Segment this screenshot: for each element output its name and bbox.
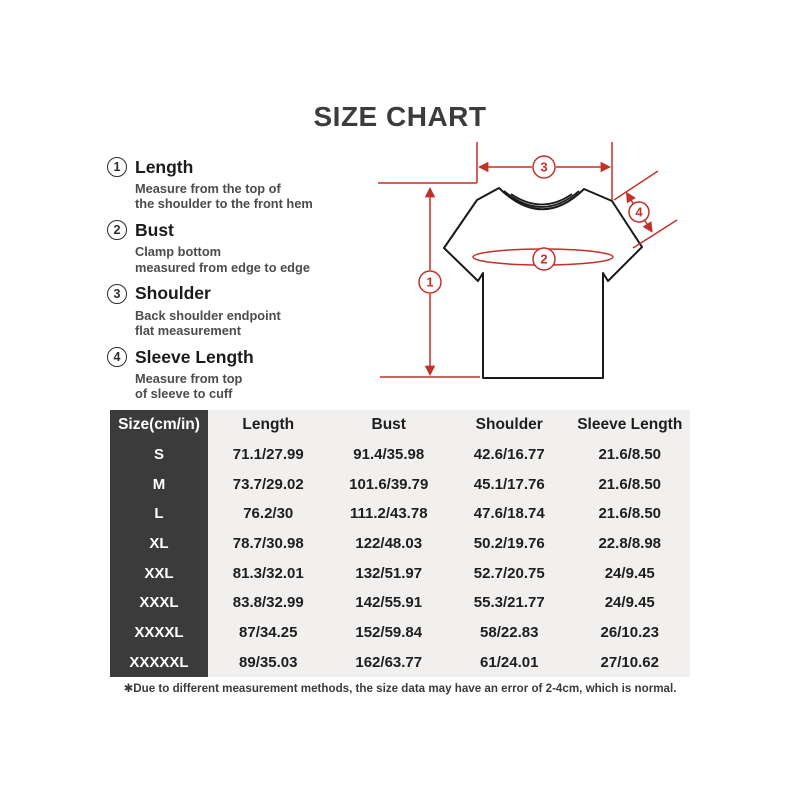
step-number-icon: 4 (107, 347, 127, 367)
value-cell: 52.7/20.75 (473, 564, 545, 582)
value-cell: 142/55.91 (355, 594, 423, 612)
tshirt-outline (444, 188, 642, 378)
callout-number-3: 3 (540, 159, 548, 175)
size-label-cell: XXL (110, 558, 208, 588)
guide-desc-line: the shoulder to the front hem (135, 196, 313, 212)
value-cell: 91.4/35.98 (353, 446, 425, 464)
guide-item-header (107, 281, 372, 307)
guide-desc-line: Back shoulder endpoint (135, 307, 281, 323)
value-cell: 24/9.45 (604, 564, 655, 582)
column-header: Bust (371, 415, 406, 433)
guide-item-label: Length (135, 156, 194, 177)
value-cell: 87/34.25 (239, 624, 298, 642)
guide-item-label: Bust (135, 219, 174, 240)
value-cell: 22.8/8.98 (598, 535, 662, 553)
value-cell: 24/9.45 (604, 594, 655, 612)
guide-desc-line: Clamp bottom (135, 244, 222, 260)
value-cell: 45.1/17.76 (473, 475, 545, 493)
value-cell: 81.3/32.01 (232, 564, 304, 582)
value-cell: 50.2/19.76 (473, 535, 545, 553)
sleeve-arrow-up (627, 194, 634, 205)
size-label-cell: M (110, 469, 208, 499)
value-cell: 89/35.03 (239, 653, 298, 671)
size-label-cell: L (110, 499, 208, 529)
value-cell: 21.6/8.50 (598, 446, 662, 464)
guide-item-description (135, 244, 372, 274)
guide-item-label: Shoulder (135, 283, 211, 304)
size-label-cell: XXXXL (110, 618, 208, 648)
callout-number-2: 2 (540, 251, 548, 267)
value-cell: 83.8/32.99 (232, 594, 304, 612)
value-cell: 152/59.84 (355, 624, 423, 642)
callout-number-4: 4 (635, 204, 643, 220)
tshirt-diagram-svg (370, 130, 690, 410)
guide-item (107, 154, 372, 211)
guide-item-description (135, 181, 372, 211)
footnote: ✱Due to different measurement methods, the size data may have an error of 2-4cm, which is normal. (123, 682, 677, 695)
guide-item (107, 344, 372, 401)
guide-item (107, 217, 372, 274)
value-cell: 132/51.97 (355, 564, 423, 582)
sleeve-extent-line-bottom (633, 220, 677, 248)
value-cell: 76.2/30 (243, 505, 294, 523)
tshirt-measurement-diagram (370, 130, 690, 410)
measurement-guide (107, 154, 372, 408)
value-cell: 47.6/18.74 (473, 505, 545, 523)
value-cell: 27/10.62 (600, 653, 659, 671)
sleeve-extent-line-top (614, 171, 658, 200)
value-cell: 78.7/30.98 (232, 535, 304, 553)
column-header: Sleeve Length (577, 415, 683, 433)
sleeve-arrow-down (645, 220, 652, 231)
value-cell: 73.7/29.02 (232, 475, 304, 493)
guide-item-label: Sleeve Length (135, 346, 254, 367)
step-number-icon: 1 (107, 157, 127, 177)
guide-desc-line: of sleeve to cuff (135, 386, 233, 402)
value-cell: 61/24.01 (480, 653, 539, 671)
guide-desc-line: measured from edge to edge (135, 259, 310, 275)
size-label-cell: S (110, 440, 208, 470)
callout-number-1: 1 (426, 274, 434, 290)
value-cell: 71.1/27.99 (232, 446, 304, 464)
size-table (110, 410, 690, 677)
step-number-icon: 3 (107, 284, 127, 304)
guide-item-header (107, 217, 372, 243)
guide-item-description (135, 371, 372, 401)
value-cell: 55.3/21.77 (473, 594, 545, 612)
size-column-header: Size(cm/in) (110, 410, 208, 440)
size-label-cell: XL (110, 529, 208, 559)
value-cell: 58/22.83 (480, 624, 539, 642)
guide-desc-line: flat measurement (135, 323, 241, 339)
page-title: SIZE CHART (313, 101, 487, 132)
size-label-cell: XXXL (110, 588, 208, 618)
step-number-icon: 2 (107, 220, 127, 240)
value-cell: 21.6/8.50 (598, 475, 662, 493)
guide-desc-line: Measure from top (135, 371, 243, 387)
column-header: Shoulder (475, 415, 543, 433)
value-cell: 42.6/16.77 (473, 446, 545, 464)
value-cell: 26/10.23 (600, 624, 659, 642)
value-cell: 111.2/43.78 (349, 505, 428, 523)
guide-item-header (107, 154, 372, 180)
value-cell: 101.6/39.79 (349, 475, 429, 493)
guide-item-header (107, 344, 372, 370)
guide-item-description (135, 308, 372, 338)
guide-item (107, 281, 372, 338)
value-cell: 21.6/8.50 (598, 505, 662, 523)
column-header: Length (242, 415, 295, 433)
guide-desc-line: Measure from the top of (135, 181, 281, 196)
value-cell: 122/48.03 (355, 535, 423, 553)
size-label-cell: XXXXXL (110, 648, 208, 678)
value-cell: 162/63.77 (355, 653, 423, 671)
